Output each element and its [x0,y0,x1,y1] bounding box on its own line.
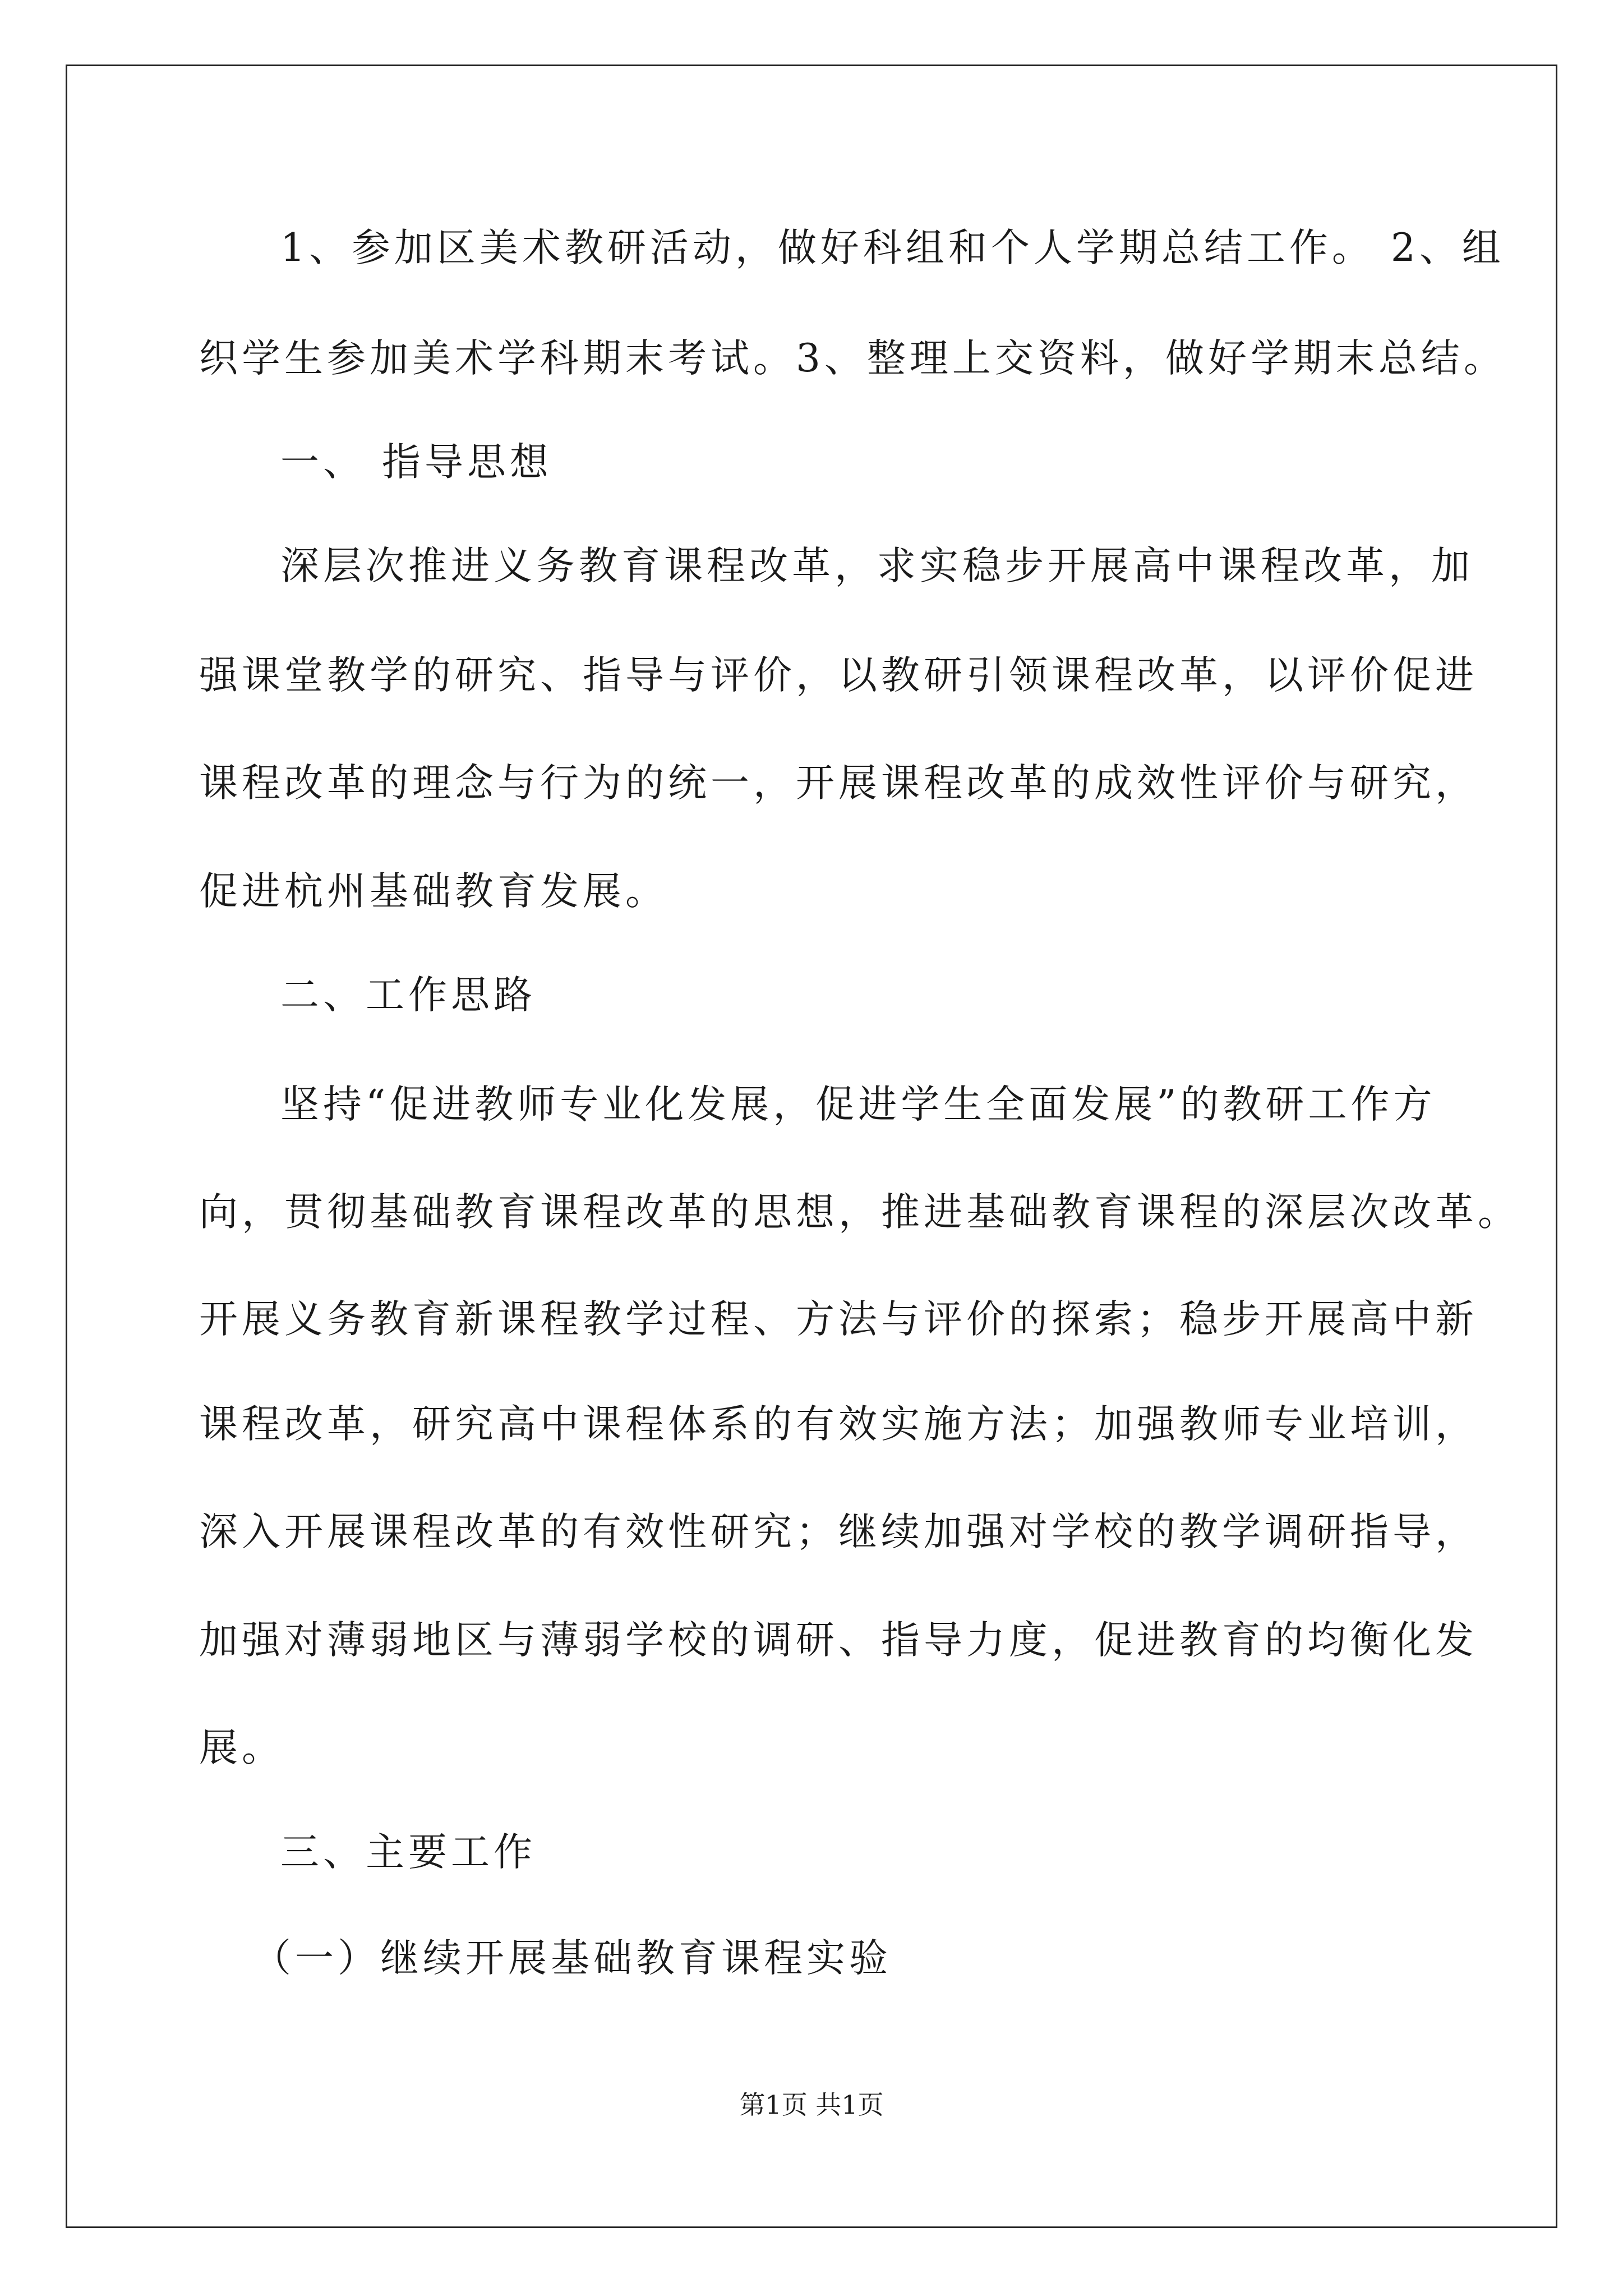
paragraph-line: 1、参加区美术教研活动，做好科组和个人学期总结工作。 2、组 [280,226,1505,270]
paragraph-line: 织学生参加美术学科期末考试。3、整理上交资料，做好学期末总结。 [199,336,1506,381]
paragraph-line: 深入开展课程改革的有效性研究；继续加强对学校的教学调研指导， [199,1510,1478,1554]
page-footer: 第1页 共1页 [739,2090,884,2120]
page-border [66,65,1557,2228]
paragraph-line: 坚持“促进教师专业化发展，促进学生全面发展”的教研工作方 [280,1082,1436,1127]
paragraph-line: 促进杭州基础教育发展。 [199,869,668,914]
section-heading-2: 二、工作思路 [280,973,536,1018]
paragraph-line: 向，贯彻基础教育课程改革的思想，推进基础教育课程的深层次改革。 [199,1190,1520,1235]
section-heading-1: 一、 指导思想 [280,440,552,485]
paragraph-line: 加强对薄弱地区与薄弱学校的调研、指导力度，促进教育的均衡化发 [199,1618,1478,1663]
paragraph-line: 深层次推进义务教育课程改革，求实稳步开展高中课程改革，加 [280,544,1474,588]
paragraph-line: 课程改革，研究高中课程体系的有效实施方法；加强教师专业培训， [199,1402,1478,1447]
paragraph-line: 开展义务教育新课程教学过程、方法与评价的探索；稳步开展高中新 [199,1297,1478,1342]
subsection-heading: （一）继续开展基础教育课程实验 [252,1936,892,1981]
paragraph-line: 展。 [199,1726,284,1770]
section-heading-3: 三、主要工作 [280,1830,536,1875]
paragraph-line: 课程改革的理念与行为的统一，开展课程改革的成效性评价与研究， [199,761,1478,806]
paragraph-line: 强课堂教学的研究、指导与评价，以教研引领课程改革，以评价促进 [199,653,1478,698]
